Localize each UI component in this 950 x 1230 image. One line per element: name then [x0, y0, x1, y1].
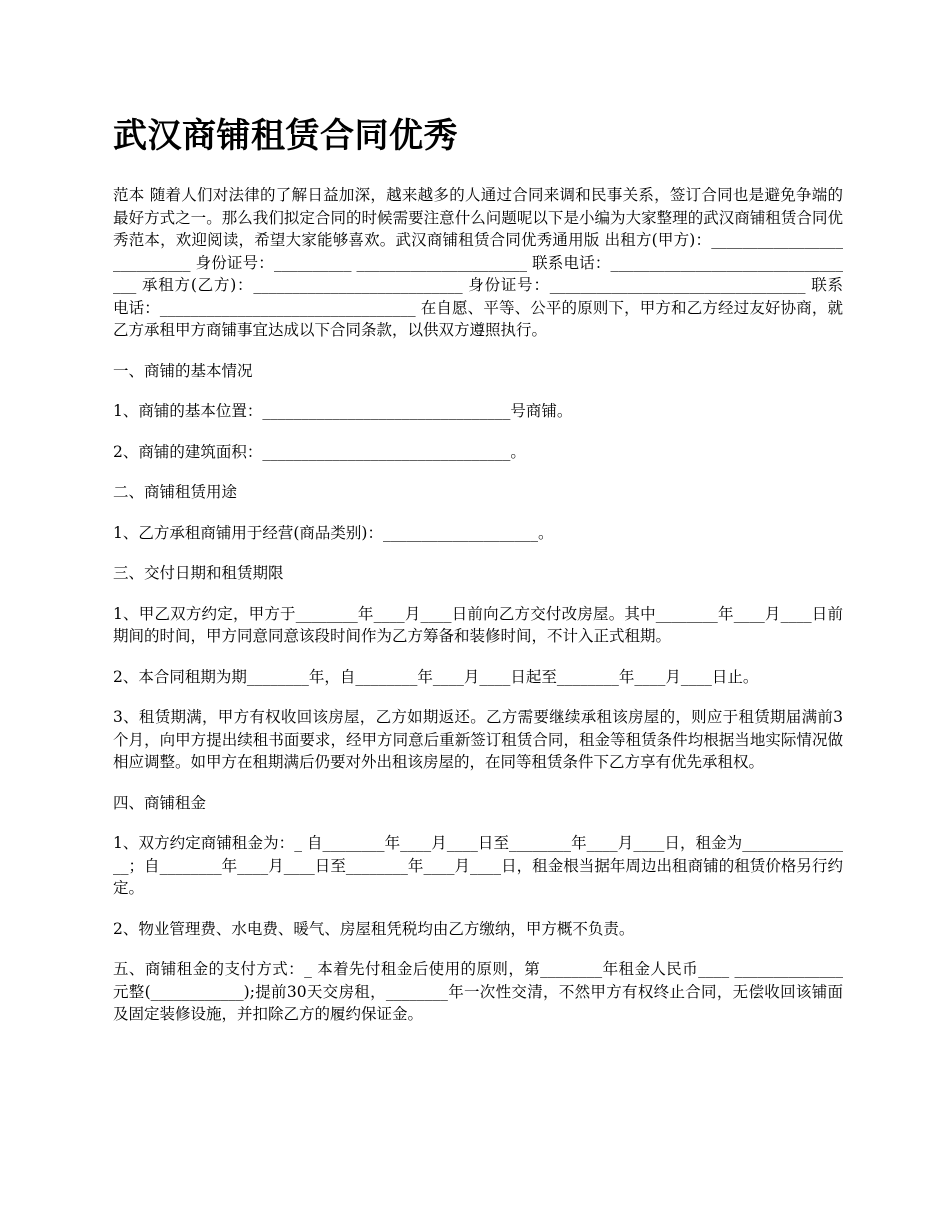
section-3-item-1: 1、甲乙双方约定，甲方于________年____月____日前向乙方交付改房屋。其中________年____月____日前期间的时间，甲方同意同意该段时间作为乙方筹备和装修时间，不计入正式租期。	[113, 604, 843, 645]
section-2-item-1: 1、乙方承租商铺用于经营(商品类别)：____________________。	[113, 523, 554, 542]
section-3-item-3: 3、租赁期满，甲方有权收回该房屋，乙方如期返还。乙方需要继续承租该房屋的，则应于租赁期届满前3个月，向甲方提出续租书面要求，经甲方同意后重新签订租赁合同，租金等租赁条件均根据当地实际情况做相应调整。如甲方在租期满后仍要对外出租该房屋的，在同等租赁条件下乙方享有优先承租权。	[113, 708, 843, 771]
section-2-heading: 二、商铺租赁用途	[113, 483, 238, 501]
section-4-heading: 四、商铺租金	[113, 793, 207, 812]
section-1-item-1: 1、商铺的基本位置：________________________________号商铺。	[113, 402, 573, 420]
section-4-item-2: 2、物业管理费、水电费、暖气、房屋租凭税均由乙方缴纳，甲方概不负责。	[113, 919, 635, 938]
document-title: 武汉商铺租赁合同优秀	[113, 116, 458, 156]
document-page	[113, 108, 843, 1044]
section-3-item-2: 2、本合同租期为期________年，自________年____月____日起至________年____月____日止。	[113, 667, 759, 686]
section-3-heading: 三、交付日期和租赁期限	[113, 564, 284, 582]
section-1-item-2: 2、商铺的建筑面积：________________________________。	[113, 442, 526, 461]
intro-paragraph: 范本 随着人们对法律的了解日益加深，越来越多的人通过合同来调和民事关系，签订合同也是避免争端的最好方式之一。那么我们拟定合同的时候需要注意什么问题呢以下是小编为大家整理的武汉商铺租赁合同优秀范本，欢迎阅读，希望大家能够喜欢。武汉商铺租赁合同优秀通用版 出租方(甲方)：___________________________ 身份证号：__________ ______________________ 联系电话：_________________________________ 承租方(乙方)：___________________________ 身份证号：_________________________________ 联系电话：_________________________________ 在自愿、平等、公平的原则下，甲方和乙方经过友好协商，就乙方承租甲方商铺事宜达成以下合同条款，以供双方遵照执行。	[113, 186, 843, 339]
section-4-item-1: 1、双方约定商铺租金为：_ 自________年____月____日至________年____月____日，租金为_______________；自________年____月____日至________年____月____日，租金根当据年周边出租商铺的租赁价格另行约定。	[113, 834, 843, 897]
section-1-heading: 一、商铺的基本情况	[113, 361, 253, 380]
section-5-paragraph: 五、商铺租金的支付方式：_ 本着先付租金后使用的原则，第________年租金人民币____ ______________元整(____________);提前30天交房租，________年一次性交清，不然甲方有权终止合同，无偿收回该铺面及固定装修设施，并扣除乙方的履约保证金。	[113, 960, 843, 1023]
